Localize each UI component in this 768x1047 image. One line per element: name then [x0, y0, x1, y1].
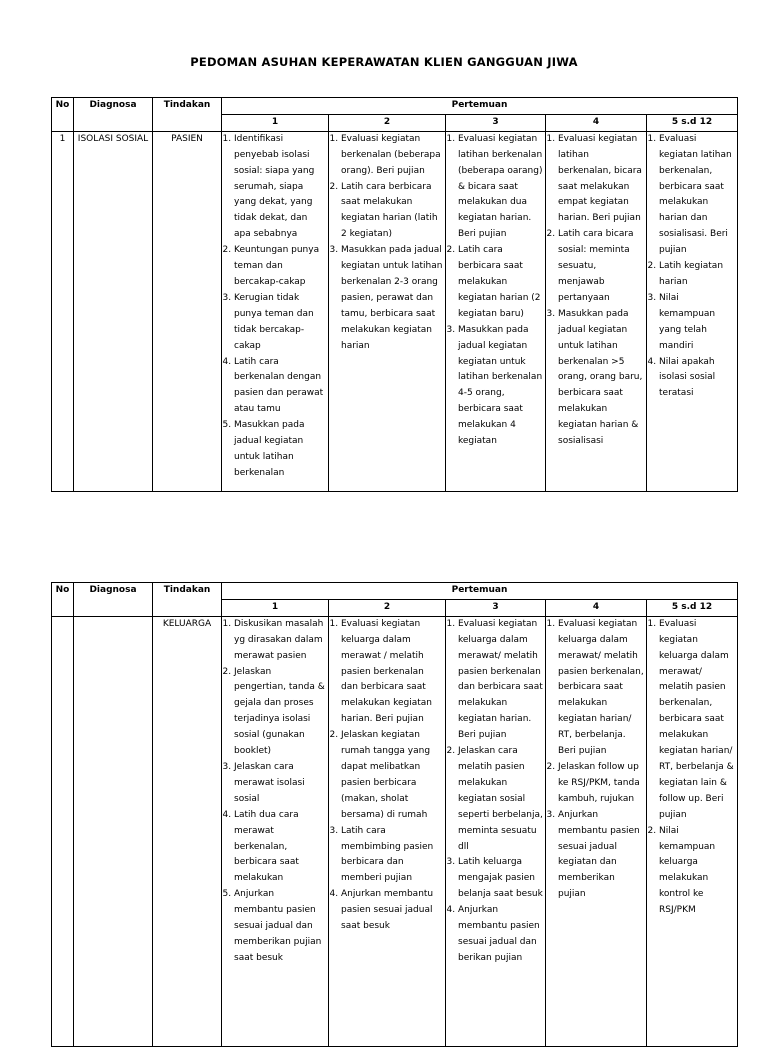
step-item: 2. Latih cara berbicara saat melakukan kegiatan harian (latih 2 kegiatan)	[341, 180, 443, 244]
step-item: 3. Latih keluarga mengajak pasien belanja saat besuk	[458, 855, 543, 903]
header-pertemuan-2: 2	[329, 114, 446, 131]
header-pertemuan-5-12: 5 s.d 12	[647, 599, 738, 616]
header-pertemuan-2: 2	[329, 599, 446, 616]
step-item: 3. Latih cara membimbing pasien berbicara dan memberi pujian	[341, 824, 443, 888]
session-5-12-steps	[647, 132, 737, 402]
session-2-steps	[329, 132, 445, 355]
session-4-steps	[546, 617, 646, 903]
header-pertemuan: Pertemuan	[222, 583, 738, 600]
action-target-cell: KELUARGA	[153, 616, 222, 1046]
diagnosis-cell: ISOLASI SOSIAL	[74, 131, 153, 491]
step-item: 2. Latih kegiatan harian	[659, 259, 735, 291]
step-item: 4. Anjurkan membantu pasien sesuai jadual saat besuk	[341, 887, 443, 935]
session-4-cell	[546, 616, 647, 1046]
header-no: No	[52, 98, 74, 132]
header-pertemuan-1: 1	[222, 599, 329, 616]
step-item: 3. Masukkan pada jadual kegiatan kegiatan untuk latihan berkenalan 4-5 orang, berbicara saat melakukan 4 kegiatan	[458, 323, 543, 450]
session-3-steps	[446, 132, 545, 450]
header-tindakan: Tindakan	[153, 98, 222, 132]
row-number	[52, 616, 74, 1046]
session-5-12-cell	[647, 131, 738, 491]
step-item: 1. Diskusikan masalah yg dirasakan dalam merawat pasien	[234, 617, 326, 665]
step-item: 3. Masukkan pada jadual kegiatan untuk latihan berkenalan 2-3 orang pasien, perawat dan tamu, berbicara saat melakukan kegiatan harian	[341, 243, 443, 354]
header-pertemuan: Pertemuan	[222, 98, 738, 115]
step-item: 3. Anjurkan membantu pasien sesuai jadual kegiatan dan memberikan pujian	[558, 808, 644, 903]
session-4-cell	[546, 131, 647, 491]
step-item: 2. Jelaskan kegiatan rumah tangga yang dapat melibatkan pasien berbicara (makan, sholat bersama) di rumah	[341, 728, 443, 823]
header-pertemuan-3: 3	[446, 599, 546, 616]
step-item: 2. Jelaskan follow up ke RSJ/PKM, tanda kambuh, rujukan	[558, 760, 644, 808]
step-item: 2. Latih cara berbicara saat melakukan kegiatan harian (2 kegiatan baru)	[458, 243, 543, 323]
session-2-cell	[329, 131, 446, 491]
step-item: 3. Masukkan pada jadual kegiatan untuk latihan berkenalan >5 orang, orang baru, berbicara saat melakukan kegiatan harian & sosialisasi	[558, 307, 644, 450]
diagnosis-cell	[74, 616, 153, 1046]
care-plan-table-keluarga	[51, 582, 738, 1047]
header-tindakan: Tindakan	[153, 583, 222, 617]
session-2-cell	[329, 616, 446, 1046]
session-1-cell	[222, 131, 329, 491]
step-item: 1. Evaluasi kegiatan keluarga dalam merawat/ melatih pasien berkenalan, berbicara saat melakukan kegiatan harian/ RT, berbelanja & kegiatan lain & follow up. Beri pujian	[659, 617, 735, 824]
step-item: 4. Latih dua cara merawat berkenalan, berbicara saat melakukan	[234, 808, 326, 888]
step-item: 2. Latih cara bicara sosial: meminta sesuatu, menjawab pertanyaan	[558, 227, 644, 307]
step-item: 3. Nilai kemampuan yang telah mandiri	[659, 291, 735, 355]
step-item: 1. Evaluasi kegiatan keluarga dalam merawat / melatih pasien berkenalan dan berbicara saat melakukan kegiatan harian. Beri pujian	[341, 617, 443, 728]
row-number: 1	[52, 131, 74, 491]
action-target-cell: PASIEN	[153, 131, 222, 491]
step-item: 1. Identifikasi penyebab isolasi sosial: siapa yang serumah, siapa yang dekat, yang tidak dekat, dan apa sebabnya	[234, 132, 326, 243]
session-5-12-steps	[647, 617, 737, 919]
step-item: 4. Latih cara berkenalan dengan pasien dan perawat atau tamu	[234, 355, 326, 419]
step-item: 5. Masukkan pada jadual kegiatan untuk latihan berkenalan	[234, 418, 326, 482]
step-item: 4. Nilai apakah isolasi sosial teratasi	[659, 355, 735, 403]
session-1-cell	[222, 616, 329, 1046]
step-item: 1. Evaluasi kegiatan latihan berkenalan (beberapa oarang) & bicara saat melakukan dua kegiatan harian. Beri pujian	[458, 132, 543, 243]
step-item: 2. Jelaskan pengertian, tanda & gejala dan proses terjadinya isolasi sosial (gunakan booklet)	[234, 665, 326, 760]
session-4-steps	[546, 132, 646, 450]
step-item: 1. Evaluasi kegiatan keluarga dalam merawat/ melatih pasien berkenalan, berbicara saat melakukan kegiatan harian/ RT, berbelanja. Beri pujian	[558, 617, 644, 760]
session-3-steps	[446, 617, 545, 967]
step-item: 3. Kerugian tidak punya teman dan tidak bercakap-cakap	[234, 291, 326, 355]
step-item: 1. Evaluasi kegiatan latihan berkenalan, bicara saat melakukan empat kegiatan harian. Beri pujian	[558, 132, 644, 227]
session-2-steps	[329, 617, 445, 935]
session-3-cell	[446, 131, 546, 491]
header-diagnosa: Diagnosa	[74, 583, 153, 617]
header-pertemuan-5-12: 5 s.d 12	[647, 114, 738, 131]
step-item: 2. Jelaskan cara melatih pasien melakukan kegiatan sosial seperti berbelanja, meminta sesuatu dll	[458, 744, 543, 855]
step-item: 4. Anjurkan membantu pasien sesuai jadual dan berikan pujian	[458, 903, 543, 967]
care-plan-table-pasien	[51, 97, 738, 492]
header-pertemuan-3: 3	[446, 114, 546, 131]
session-5-12-cell	[647, 616, 738, 1046]
step-item: 2. Keuntungan punya teman dan bercakap-cakap	[234, 243, 326, 291]
step-item: 1. Evaluasi kegiatan berkenalan (beberapa orang). Beri pujian	[341, 132, 443, 180]
header-no: No	[52, 583, 74, 617]
step-item: 5. Anjurkan membantu pasien sesuai jadual dan memberikan pujian saat besuk	[234, 887, 326, 967]
document-title: PEDOMAN ASUHAN KEPERAWATAN KLIEN GANGGUAN JIWA	[190, 55, 578, 69]
step-item: 3. Jelaskan cara merawat isolasi sosial	[234, 760, 326, 808]
step-item: 2. Nilai kemampuan keluarga melakukan kontrol ke RSJ/PKM	[659, 824, 735, 919]
header-pertemuan-1: 1	[222, 114, 329, 131]
session-1-steps	[222, 617, 328, 967]
step-item: 1. Evaluasi kegiatan keluarga dalam merawat/ melatih pasien berkenalan dan berbicara saat melakukan kegiatan harian. Beri pujian	[458, 617, 543, 744]
header-diagnosa: Diagnosa	[74, 98, 153, 132]
step-item: 1. Evaluasi kegiatan latihan berkenalan, berbicara saat melakukan harian dan sosialisasi. Beri pujian	[659, 132, 735, 259]
session-3-cell	[446, 616, 546, 1046]
header-pertemuan-4: 4	[546, 599, 647, 616]
session-1-steps	[222, 132, 328, 482]
header-pertemuan-4: 4	[546, 114, 647, 131]
